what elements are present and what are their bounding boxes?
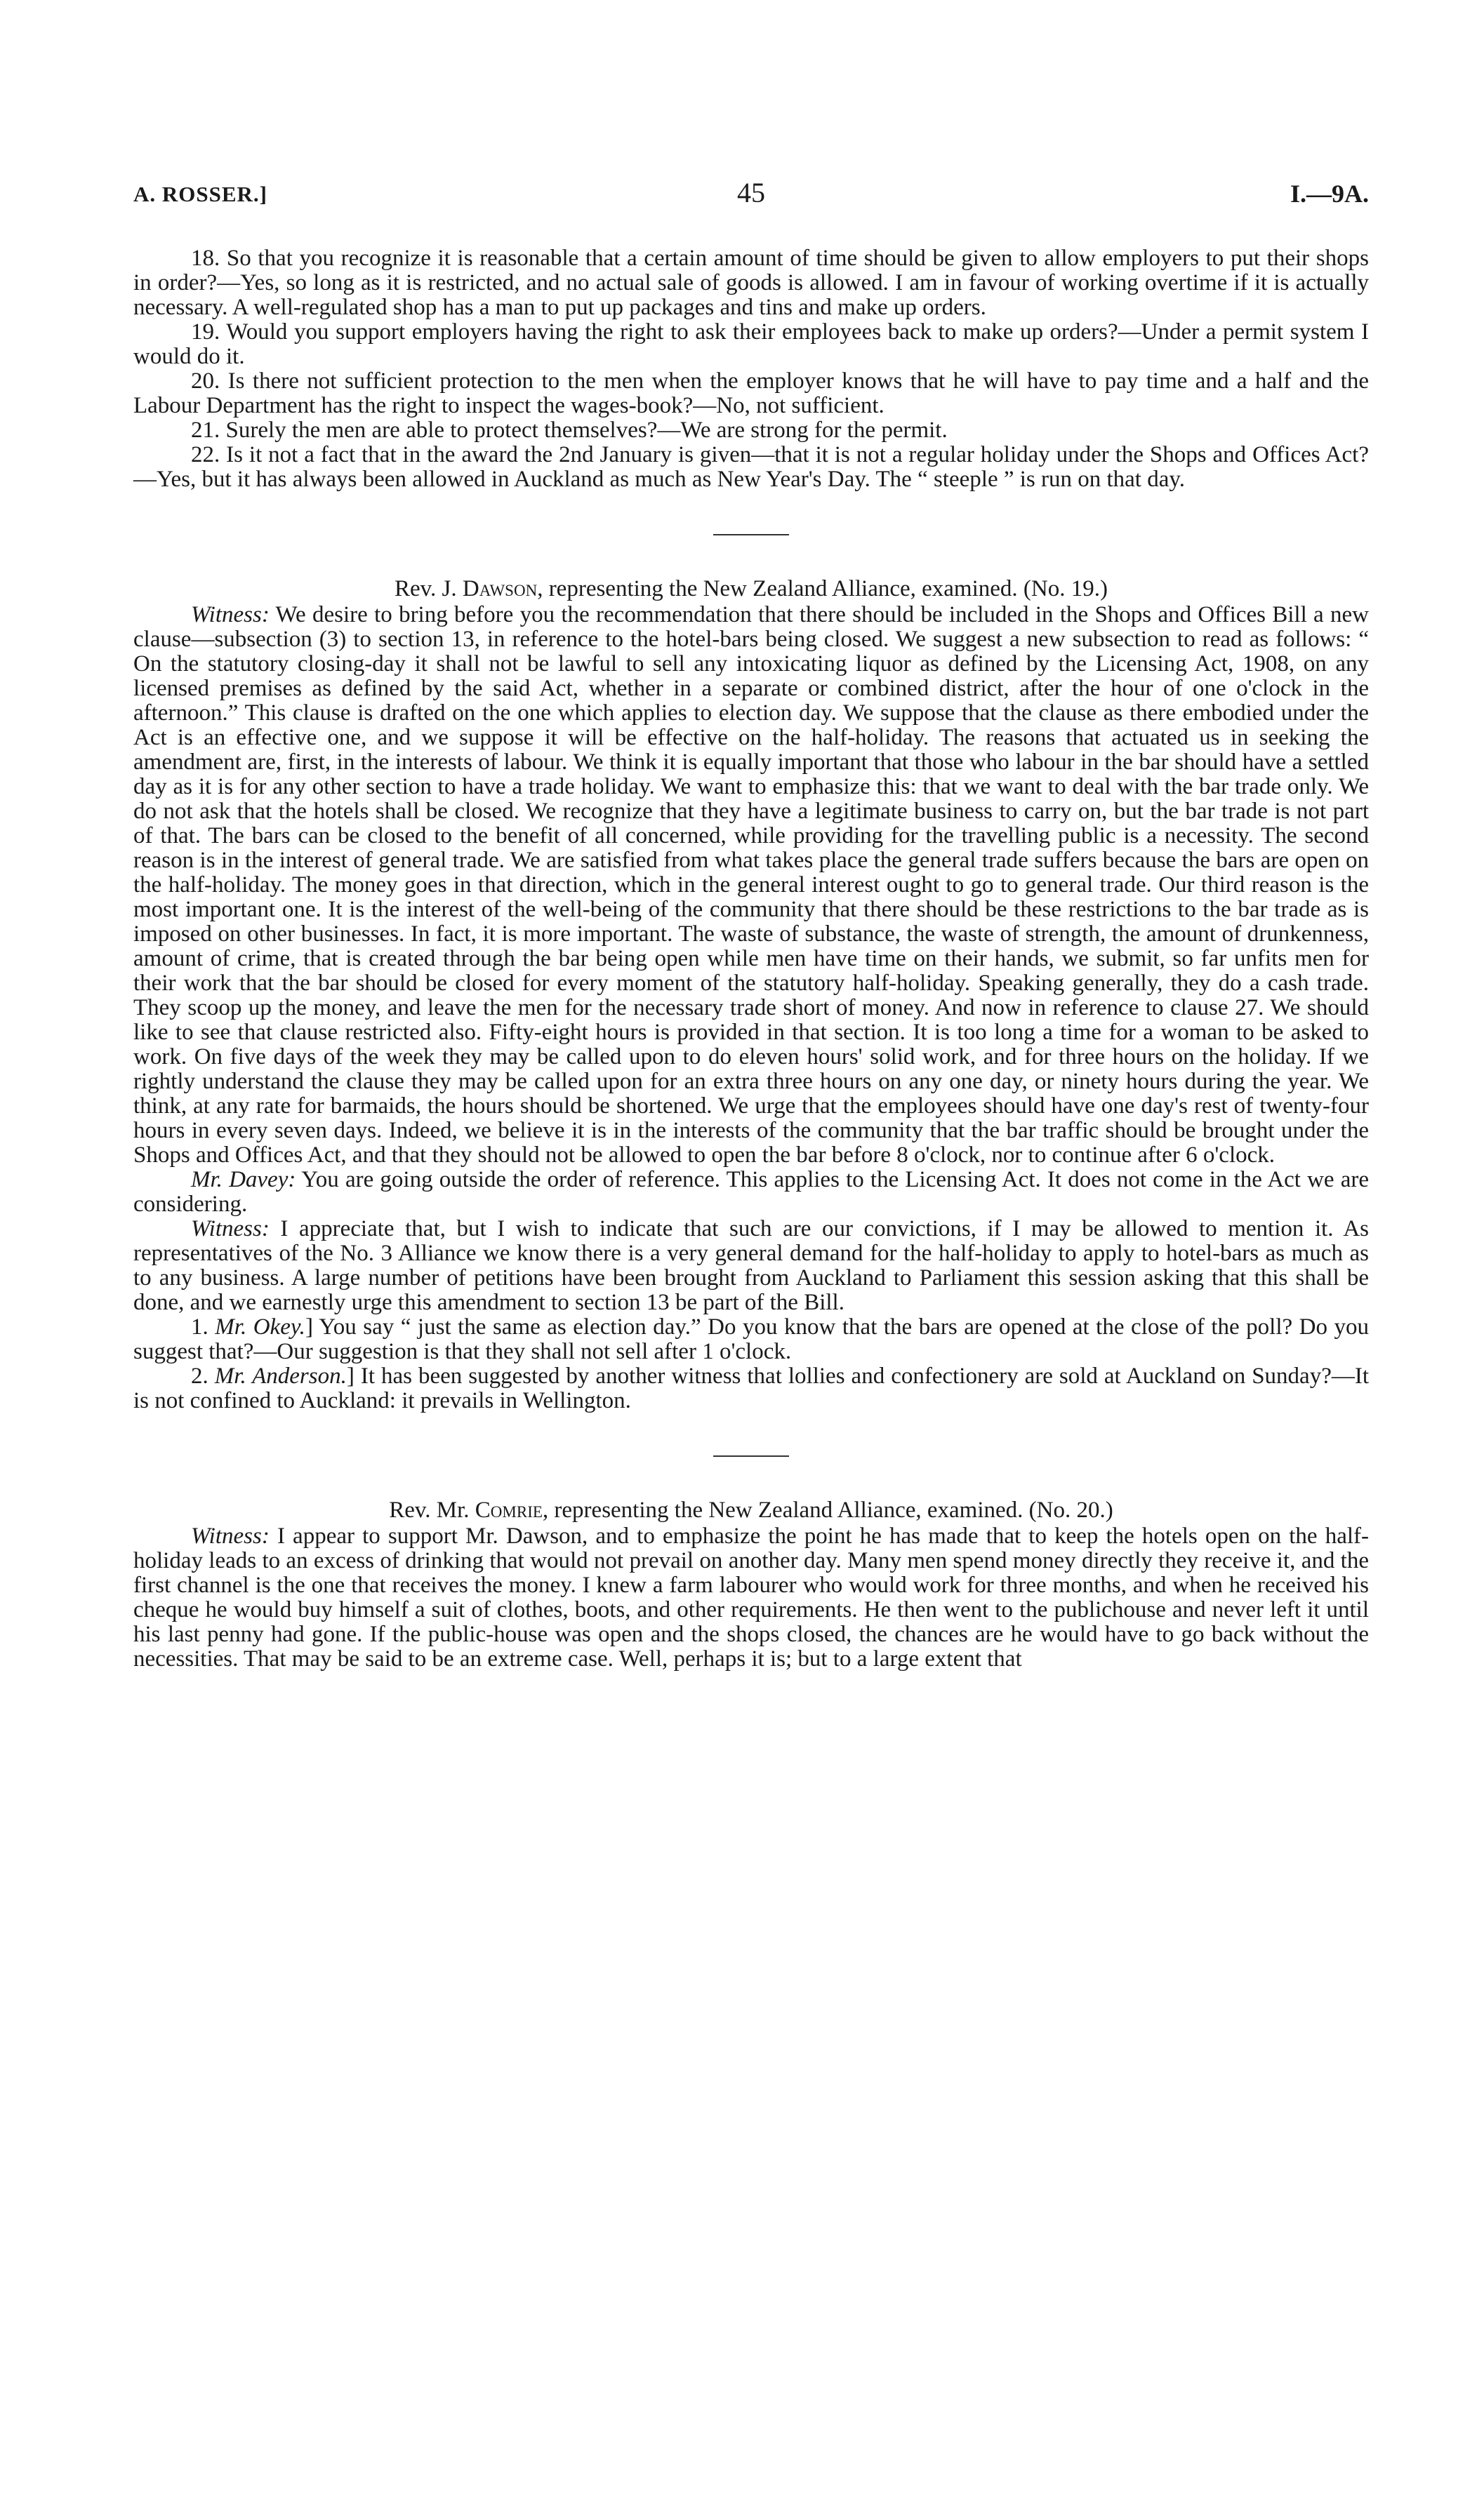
section-divider bbox=[713, 534, 789, 535]
speaker-label: Mr. Anderson. bbox=[214, 1364, 347, 1389]
page-number: 45 bbox=[737, 177, 765, 208]
dawson-reply bbox=[133, 1217, 1369, 1315]
heading-suffix: , representing the New Zealand Alliance, examined. (No. 19.) bbox=[537, 576, 1108, 601]
speaker-label: Witness: bbox=[191, 1524, 270, 1549]
rosser-evidence bbox=[133, 246, 1369, 492]
heading-suffix: , representing the New Zealand Alliance, examined. (No. 20.) bbox=[542, 1498, 1113, 1523]
comrie-evidence bbox=[133, 1524, 1369, 1672]
witness-name: Comrie bbox=[475, 1498, 543, 1523]
dawson-evidence bbox=[133, 603, 1369, 1413]
heading-prefix: Rev. J. bbox=[395, 576, 463, 601]
question-number: 1. bbox=[191, 1314, 216, 1340]
speaker-label: Mr. Davey: bbox=[191, 1167, 296, 1192]
document-page bbox=[133, 172, 1369, 1672]
question-number: 2. bbox=[191, 1364, 215, 1389]
question-19: 19. Would you support employers having the right to ask their employees back to make up orders?—Under a permit system I would do it. bbox=[133, 319, 1369, 369]
heading-prefix: Rev. Mr. bbox=[389, 1498, 475, 1523]
comrie-statement bbox=[133, 1524, 1369, 1672]
statement-text: We desire to bring before you the recommendation that there should be included in the Shops and Offices Bill a new clause—subsection (3) to section 13, in reference to the hotel-bars being closed. We suggest a new subsection to read as follows: “ On the statutory closing-day it shall not be lawful to sell any intoxicating liquor as defined by the Licensing Act, 1908, on any licensed premises as defined by the said Act, whether in a separate or combined district, after the hour of one o'clock in the afternoon.” This clause is drafted on the one which applies to election day. We suppose that the clause as there embodied under the Act is an effective one, and we suppose it will be effective on the half-holiday. The reasons that actuated us in seeking the amendment are, first, in the interests of labour. We think it is equally important that those who labour in the bar should have a settled day as it is for any other section to have a trade holiday. We want to emphasize this: that we want to deal with the bar trade only. We do not ask that the hotels shall be closed. We recognize that they have a legitimate business to carry on, but the bar trade is not part of that. The bars can be closed to the benefit of all concerned, while providing for the travelling public is a necessity. The second reason is in the interest of general trade. We are satisfied from what takes place the general trade suffers because the bars are open on the half-holiday. The money goes in that direction, which in the general interest ought to go to general trade. Our third reason is the most important one. It is the interest of the well-being of the community that there should be these restrictions to the bar trade as is imposed on other businesses. In fact, it is more important. The waste of substance, the waste of strength, the amount of drunkenness, amount of crime, that is created through the bar being open while men have time on their hands, we submit, so far unfits men for their work that the bar should be closed for every moment of the statutory half-holiday. Speaking generally, they do a cash trade. They scoop up the money, and leave the men for the necessary trade short of money. And now in reference to clause 27. We should like to see that clause restricted also. Fifty-eight hours is provided in that section. It is too long a time for a woman to be asked to work. On five days of the week they may be called upon to do eleven hours' solid work, and for three hours on the holiday. If we rightly understand the clause they may be called upon for an extra three hours on any one day, or ninety hours during the year. We think, at any rate for barmaids, the hours should be shortened. We urge that the employees should have one day's rest of twenty-four hours in every seven days. Indeed, we believe it is in the interests of the community that the bar traffic should be brought under the Shops and Offices Act, and that they should not be allowed to open the bar before 8 o'clock, nor to continue after 6 o'clock. bbox=[133, 602, 1369, 1168]
statement-text: ] You say “ just the same as election day.” Do you know that the bars are opened at the close of the poll? Do you suggest that?—Our suggestion is that they shall not sell after 1 o'clock. bbox=[133, 1314, 1370, 1364]
statement-text: I appear to support Mr. Dawson, and to emphasize the point he has made that to keep the hotels open on the half-holiday leads to an excess of drinking that would not prevail on another day. Many men spend money directly they receive it, and the first channel is the one that receives the money. I knew a farm labourer who would work for three months, and when he received his cheque he would buy himself a suit of clothes, boots, and other requirements. He then went to the publichouse and never left it until his last penny had gone. If the public-house was open and the shops closed, the chances are he would have to go back without the necessities. That may be said to be an extreme case. Well, perhaps it is; but to a large extent that bbox=[133, 1524, 1369, 1672]
question-1 bbox=[133, 1315, 1369, 1364]
statement-text: I appreciate that, but I wish to indicate that such are our convictions, if I may be allowed to mention it. As representatives of the No. 3 Alliance we know there is a very general demand for the half-holiday to apply to hotel-bars as much as to any business. A large number of petitions have been brought from Auckland to Parliament this session asking that this shall be done, and we earnestly urge this amendment to section 13 be part of the Bill. bbox=[133, 1216, 1369, 1315]
witness-name: Dawson bbox=[462, 576, 538, 601]
page-header bbox=[133, 172, 1369, 221]
speaker-label: Witness: bbox=[191, 1216, 270, 1241]
question-2 bbox=[133, 1364, 1369, 1413]
question-18: 18. So that you recognize it is reasonable that a certain amount of time should be given to allow employers to put their shops in order?—Yes, so long as it is restricted, and no actual sale of goods is allowed. I am in favour of working overtime if it is actually necessary. A well-regulated shop has a man to put up packages and tins and make up orders. bbox=[133, 246, 1369, 320]
speaker-label: Witness: bbox=[191, 602, 270, 627]
dawson-heading bbox=[133, 576, 1369, 601]
dawson-statement bbox=[133, 603, 1369, 1168]
statement-text: You are going outside the order of reference. This applies to the Licensing Act. It does not come in the Act we are considering. bbox=[133, 1167, 1369, 1217]
comrie-heading bbox=[133, 1498, 1369, 1523]
question-22: 22. Is it not a fact that in the award the 2nd January is given—that it is not a regular holiday under the Shops and Offices Act?—Yes, but it has always been allowed in Auckland as much as New Year's Day. The “ steeple ” is run on that day. bbox=[133, 442, 1369, 492]
section-divider bbox=[713, 1455, 789, 1457]
statement-text: ] It has been suggested by another witness that lollies and confectionery are sold at Auckland on Sunday?—It is not confined to Auckland: it prevails in Wellington. bbox=[133, 1364, 1369, 1413]
speaker-label: Mr. Okey. bbox=[215, 1314, 305, 1340]
header-witness-name: A. ROSSER.] bbox=[133, 182, 268, 206]
question-20: 20. Is there not sufficient protection to the men when the employer knows that he will have to pay time and a half and the Labour Department has the right to inspect the wages-book?—No, not sufficient. bbox=[133, 368, 1369, 418]
paper-reference: I.—9A. bbox=[1290, 180, 1369, 208]
question-21: 21. Surely the men are able to protect themselves?—We are strong for the permit. bbox=[191, 418, 948, 443]
davey-remark bbox=[133, 1168, 1369, 1217]
